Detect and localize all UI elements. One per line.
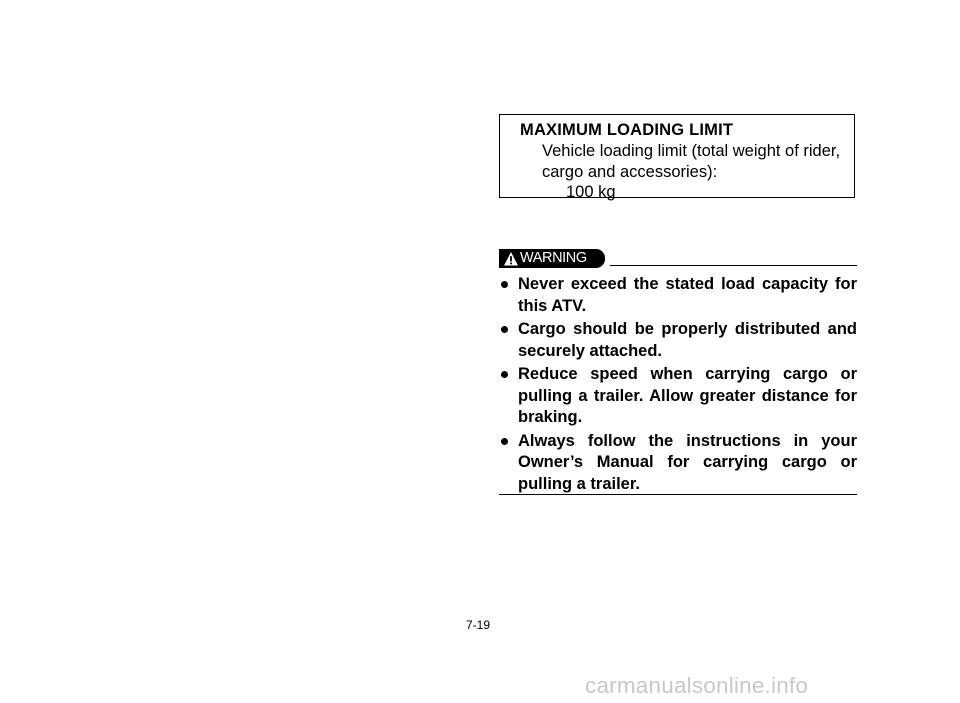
warning-item xyxy=(499,274,857,317)
watermark: carmanualsonline.info xyxy=(585,673,809,698)
exclamation-triangle-icon xyxy=(503,251,519,267)
loading-limit-box xyxy=(499,114,855,201)
loading-limit-title: MAXIMUM LOADING LIMIT xyxy=(520,121,734,139)
warning-item-text: Always follow the instructions in your Owner’s Manual for carrying cargo or pulling a trailer. xyxy=(518,431,857,493)
warning-header-rule xyxy=(610,265,857,266)
bullet-icon xyxy=(501,326,508,333)
bullet-icon xyxy=(501,438,508,445)
bullet-icon xyxy=(501,371,508,378)
bullet-icon xyxy=(501,281,508,288)
warning-list xyxy=(499,274,857,495)
warning-end-rule xyxy=(499,494,857,495)
warning-item-text: Never exceed the stated load capacity for this ATV. xyxy=(518,275,857,315)
warning-header xyxy=(499,249,857,269)
warning-item xyxy=(499,319,857,362)
warning-badge xyxy=(499,249,605,268)
loading-limit-description-line-2: cargo and accessories): xyxy=(542,163,718,181)
warning-item xyxy=(499,364,857,429)
warning-item xyxy=(499,431,857,496)
warning-item-text: Reduce speed when carrying cargo or pulling a trailer. Allow greater distance for braking. xyxy=(518,365,857,426)
page-number: 7-19 xyxy=(466,618,491,632)
warning-label: WARNING xyxy=(520,250,587,266)
loading-limit-value: 100 kg xyxy=(566,183,616,201)
loading-limit-description-line-1: Vehicle loading limit (total weight of rider, xyxy=(542,142,841,160)
warning-item-text: Cargo should be properly distributed and securely attached. xyxy=(518,320,857,360)
